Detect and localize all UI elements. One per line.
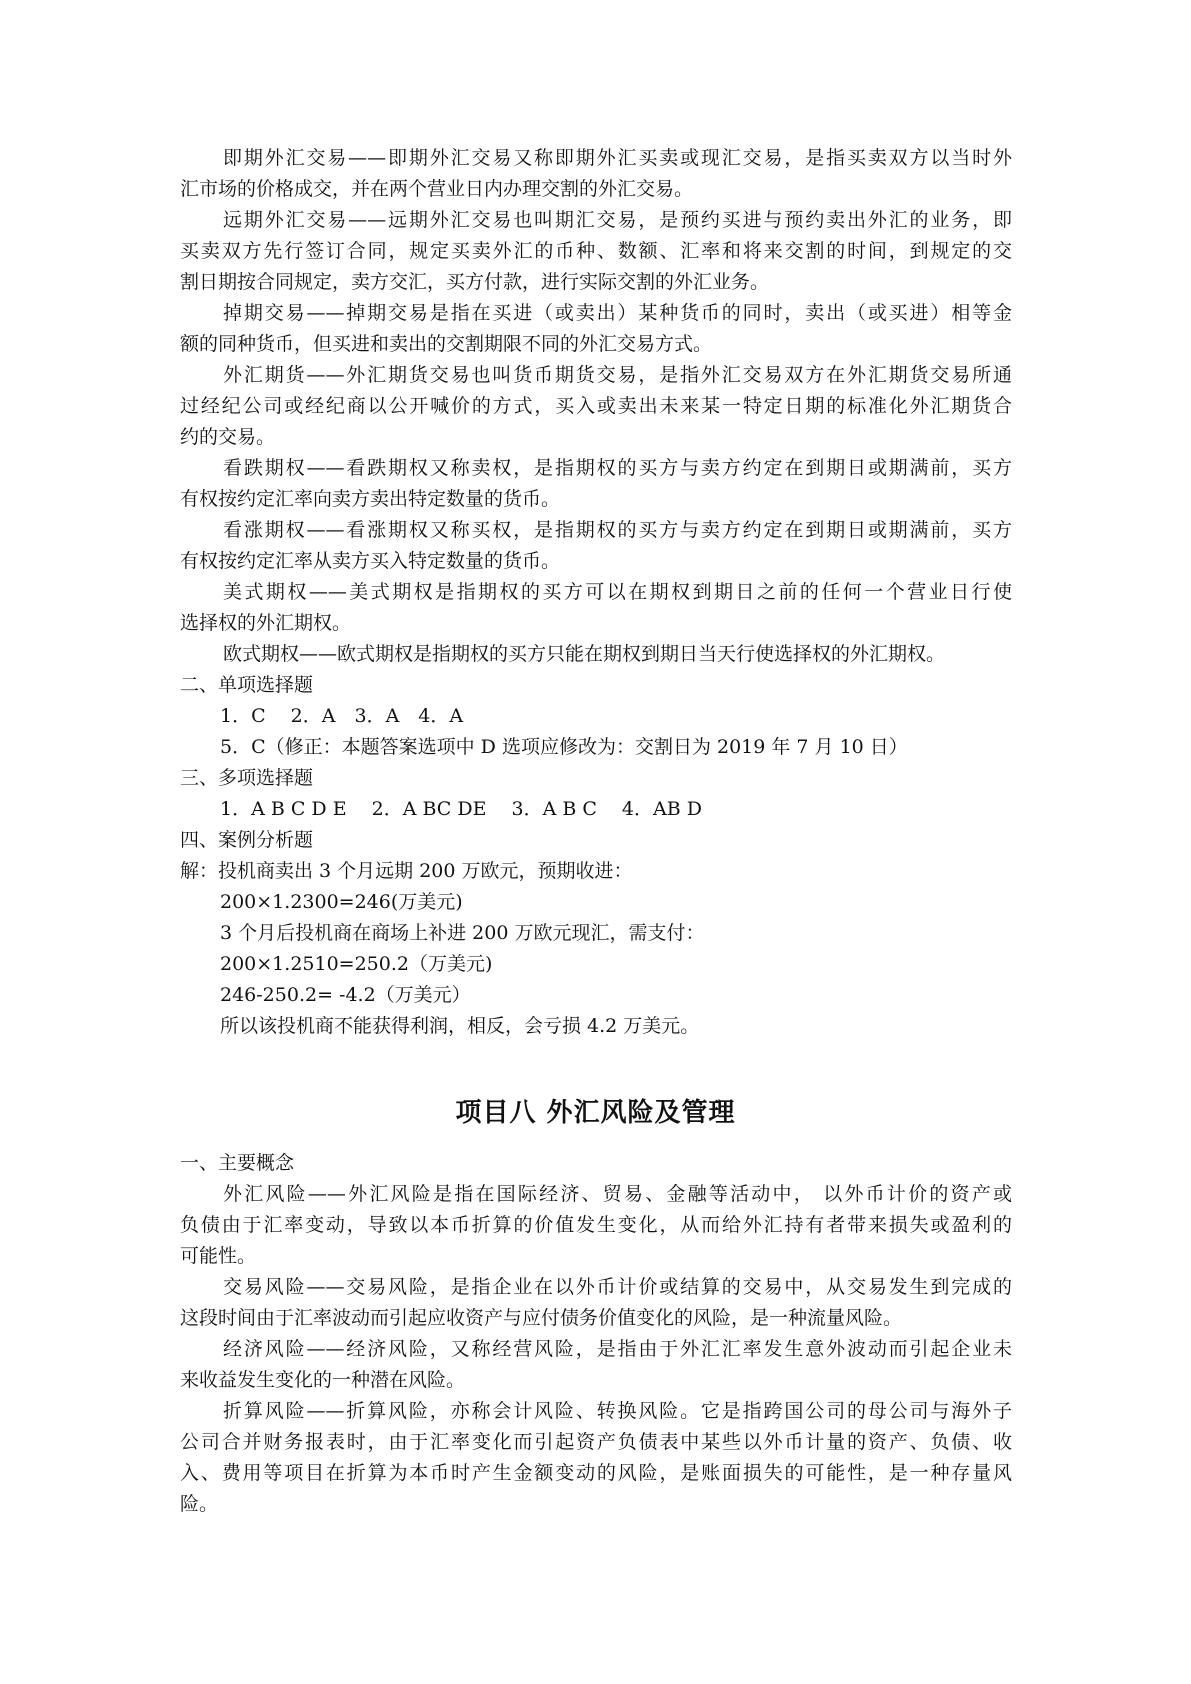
paragraph-spot-fx-line-1: 即期外汇交易——即期外汇交易又称即期外汇买卖或现汇交易，是指买卖双方以当时外	[223, 147, 1012, 169]
paragraph-spot-fx-line-2: 汇市场的价格成交，并在两个营业日内办理交割的外汇交易。	[180, 178, 694, 200]
chapter-title: 项目八 外汇风险及管理	[455, 1098, 736, 1128]
paragraph-call-option-line-1: 看涨期权——看涨期权又称买权，是指期权的买方与卖方约定在到期日或期满前，买方	[223, 519, 1012, 541]
answers-multiple-choice: 1．A B C D E 2．A BC DE 3．A B C 4．AB D	[220, 798, 702, 820]
paragraph-european-option: 欧式期权——欧式期权是指期权的买方只能在期权到期日当天行使选择权的外汇期权。	[223, 643, 946, 665]
paragraph-futures-line-3: 约的交易。	[180, 426, 276, 448]
paragraph-fx-risk-line-3: 可能性。	[180, 1245, 257, 1267]
heading-main-concepts: 一、主要概念	[180, 1152, 295, 1174]
solution-conclusion: 所以该投机商不能获得利润，相反，会亏损 4.2 万美元。	[220, 1015, 700, 1037]
paragraph-translation-risk-line-3: 入、费用等项目在折算为本币时产生金额变动的风险，是账面损失的可能性，是一种存量风	[180, 1462, 1012, 1484]
answers-single-choice-2: 5．C（修正：本题答案选项中 D 选项应修改为：交割日为 2019 年 7 月 10 日）	[220, 736, 908, 758]
heading-multiple-choice: 三、多项选择题	[180, 767, 314, 789]
paragraph-put-option-line-1: 看跌期权——看跌期权又称卖权，是指期权的买方与卖方约定在到期日或期满前，买方	[223, 457, 1012, 479]
top-section	[180, 143, 1012, 1042]
paragraph-forward-fx-line-3: 割日期按合同规定，卖方交汇，买方付款，进行实际交割的外汇业务。	[180, 271, 770, 293]
paragraph-american-option-line-1: 美式期权——美式期权是指期权的买方可以在期权到期日之前的任何一个营业日行使	[223, 581, 1012, 603]
paragraph-economic-risk-line-1: 经济风险——经济风险，又称经营风险，是指由于外汇汇率发生意外波动而引起企业未	[223, 1338, 1012, 1360]
paragraph-transaction-risk-line-2: 这段时间由于汇率波动而引起应收资产与应付债务价值变化的风险，是一种流量风险。	[180, 1307, 903, 1329]
bottom-section	[180, 1148, 1012, 1520]
paragraph-fx-risk-line-2: 负债由于汇率变动，导致以本币折算的价值发生变化，从而给外汇持有者带来损失或盈利的	[180, 1214, 1012, 1236]
paragraph-transaction-risk-line-1: 交易风险——交易风险，是指企业在以外币计价或结算的交易中，从交易发生到完成的	[223, 1276, 1012, 1298]
paragraph-translation-risk-line-4: 险。	[180, 1493, 219, 1515]
paragraph-futures-line-1: 外汇期货——外汇期货交易也叫货币期货交易，是指外汇交易双方在外汇期货交易所通	[223, 364, 1012, 386]
solution-line-1: 解：投机商卖出 3 个月远期 200 万欧元，预期收进：	[180, 860, 633, 882]
paragraph-translation-risk-line-2: 公司合并财务报表时，由于汇率变化而引起资产负债表中某些以外币计量的资产、负债、收	[180, 1431, 1012, 1453]
solution-calc-3: 246-250.2= -4.2（万美元）	[220, 984, 471, 1006]
paragraph-american-option-line-2: 选择权的外汇期权。	[180, 612, 352, 634]
paragraph-futures-line-2: 过经纪公司或经纪商以公开喊价的方式，买入或卖出未来某一特定日期的标准化外汇期货合	[180, 395, 1012, 417]
paragraph-translation-risk-line-1: 折算风险——折算风险，亦称会计风险、转换风险。它是指跨国公司的母公司与海外子	[223, 1400, 1012, 1422]
paragraph-swap-line-1: 掉期交易——掉期交易是指在买进（或卖出）某种货币的同时，卖出（或买进）相等金	[223, 302, 1012, 324]
paragraph-economic-risk-line-2: 来收益发生变化的一种潜在风险。	[180, 1369, 466, 1391]
paragraph-put-option-line-2: 有权按约定汇率向卖方卖出特定数量的货币。	[180, 488, 561, 510]
paragraph-forward-fx-line-2: 买卖双方先行签订合同，规定买卖外汇的币种、数额、汇率和将来交割的时间，到规定的交	[180, 240, 1012, 262]
solution-calc-1: 200×1.2300=246(万美元)	[220, 891, 463, 913]
answers-single-choice-1: 1．C 2．A 3．A 4．A	[220, 705, 464, 727]
heading-single-choice: 二、单项选择题	[180, 674, 314, 696]
heading-case-analysis: 四、案例分析题	[180, 829, 314, 851]
paragraph-call-option-line-2: 有权按约定汇率从卖方买入特定数量的货币。	[180, 550, 561, 572]
solution-line-2: 3 个月后投机商在商场上补进 200 万欧元现汇，需支付：	[220, 922, 705, 944]
solution-calc-2: 200×1.2510=250.2（万美元)	[220, 953, 493, 975]
paragraph-swap-line-2: 额的同种货币，但买进和卖出的交割期限不同的外汇交易方式。	[180, 333, 713, 355]
paragraph-forward-fx-line-1: 远期外汇交易——远期外汇交易也叫期汇交易，是预约买进与预约卖出外汇的业务，即	[223, 209, 1012, 231]
paragraph-fx-risk-line-1: 外汇风险——外汇风险是指在国际经济、贸易、金融等活动中， 以外币计价的资产或	[223, 1183, 1012, 1205]
